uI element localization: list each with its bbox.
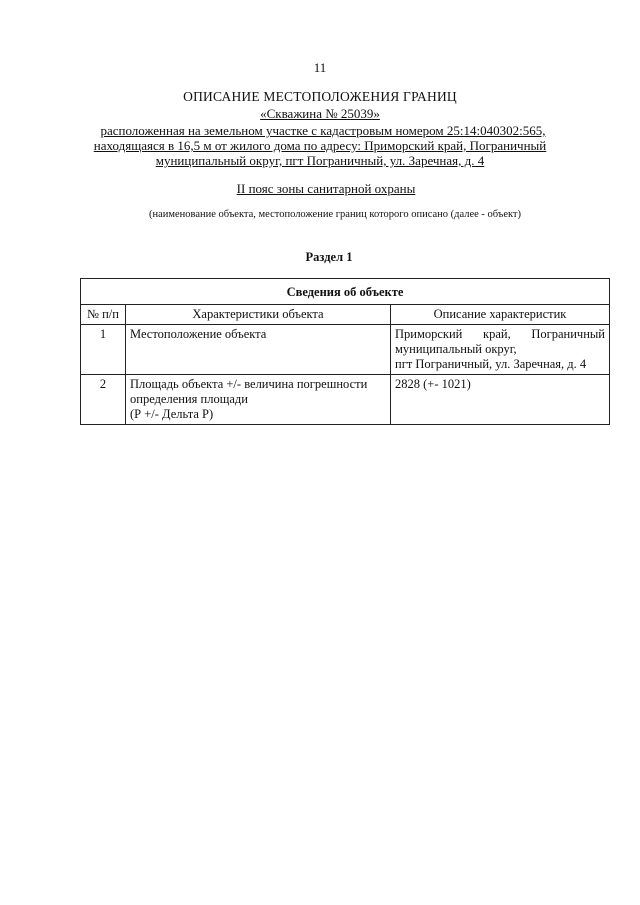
row-description: 2828 (+- 1021) <box>391 375 610 425</box>
location-line-text: находящаяся в 16,5 м от жилого дома по адресу: Приморский край, Пограничный <box>93 138 547 153</box>
header-characteristic: Характеристики объекта <box>126 305 391 325</box>
table-caption: Сведения об объекте <box>81 279 610 305</box>
characteristic-line: определения площади <box>130 392 248 406</box>
location-line-text: муниципальный округ, пгт Пограничный, ул. Заречная, д. 4 <box>155 153 485 168</box>
object-name-text: «Скважина № 25039» <box>260 106 380 121</box>
description-line: муниципальный округ, <box>395 342 517 356</box>
row-num: 2 <box>81 375 126 425</box>
description-word: Приморский <box>395 327 463 341</box>
row-num: 1 <box>81 325 126 375</box>
header-num: № п/п <box>81 305 126 325</box>
page-number: 11 <box>313 60 327 75</box>
row-characteristic: Местоположение объекта <box>126 325 391 375</box>
table-header-row <box>81 305 610 325</box>
location-line <box>0 153 640 169</box>
table-row <box>81 375 610 425</box>
description-word: Пограничный <box>531 327 605 341</box>
location-line-text: расположенная на земельном участке с кадастровым номером 25:14:040302:565, <box>100 123 546 138</box>
characteristic-line: (Р +/- Дельта Р) <box>130 407 214 421</box>
description-line: пгт Пограничный, ул. Заречная, д. 4 <box>395 357 587 371</box>
row-characteristic <box>126 375 391 425</box>
zone-title <box>0 181 640 197</box>
section-heading: Раздел 1 <box>305 250 353 264</box>
document-title: ОПИСАНИЕ МЕСТОПОЛОЖЕНИЯ ГРАНИЦ <box>183 89 457 104</box>
location-line <box>0 138 640 154</box>
description-line <box>395 327 605 342</box>
location-line <box>0 123 640 139</box>
characteristic-line: Площадь объекта +/- величина погрешности <box>130 377 368 391</box>
table-caption-row <box>81 279 610 305</box>
table-row <box>81 325 610 375</box>
header-description: Описание характеристик <box>391 305 610 325</box>
row-description <box>391 325 610 375</box>
object-info-table <box>80 278 610 425</box>
object-subtitle: (наименование объекта, местоположение границ которого описано (далее - объект) <box>148 209 522 220</box>
object-name <box>0 106 640 122</box>
description-word: край, <box>483 327 511 341</box>
zone-title-text: II пояс зоны санитарной охраны <box>236 181 416 196</box>
